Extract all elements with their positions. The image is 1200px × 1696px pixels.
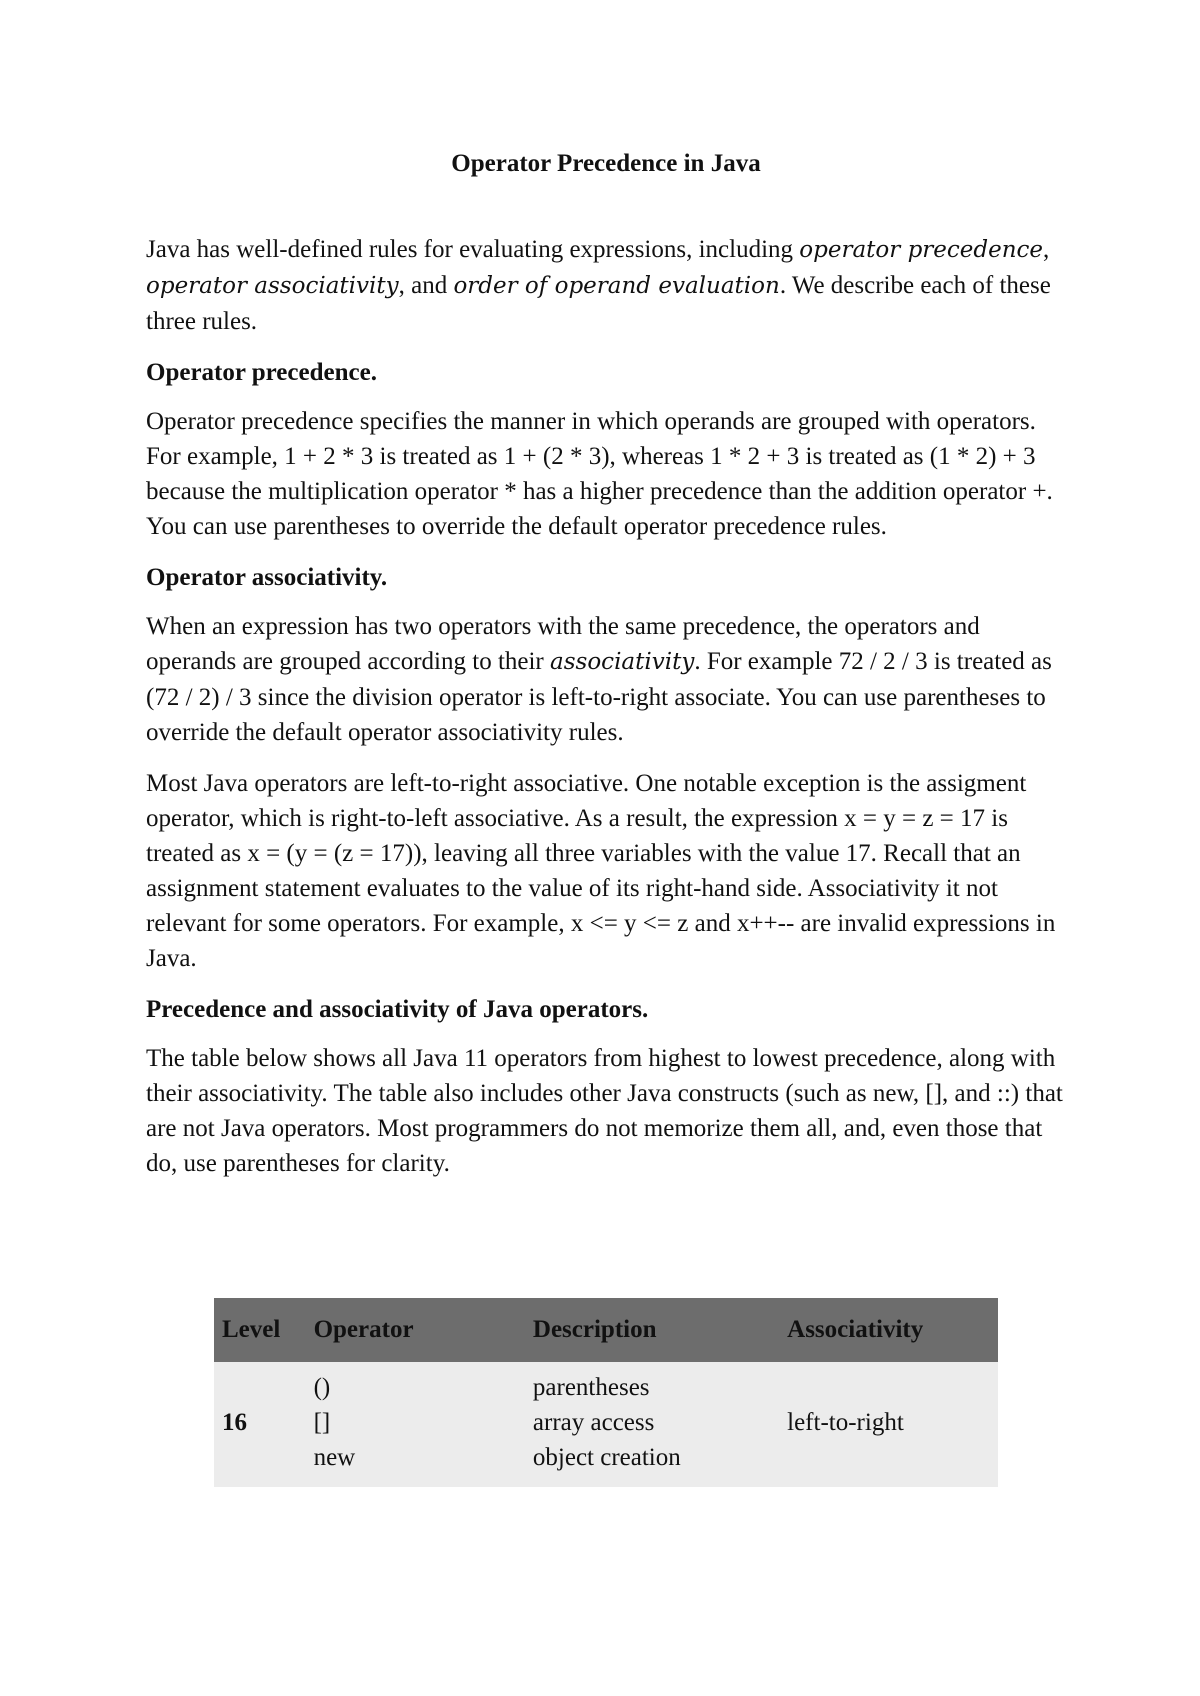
cell-operators xyxy=(306,1362,525,1487)
associativity-text: . For example 72 / 2 / 3 is treated as (72 / 2) / 3 since the division operator is left-to-right associate. You can use parentheses to override the default operator associativity rules. xyxy=(146,648,1052,746)
header-associativity: Associativity xyxy=(779,1298,998,1362)
header-description: Description xyxy=(525,1298,779,1362)
cell-descriptions xyxy=(525,1362,779,1487)
term-associativity: associativity xyxy=(550,649,695,675)
header-level: Level xyxy=(214,1298,306,1362)
heading-operator-precedence: Operator precedence. xyxy=(146,359,377,386)
cell-level: 16 xyxy=(214,1362,306,1487)
precedence-paragraph: Operator precedence specifies the manner in which operands are grouped with operators. For example, 1 + 2 * 3 is treated as 1 + (2 * 3), whereas 1 * 2 + 3 is treated as (1 * 2) + 3 because the multiplication operator * has a higher precedence than the addition operator +. You can use parentheses to override the default operator precedence rules. xyxy=(146,408,1053,540)
cell-associativity: left-to-right xyxy=(779,1362,998,1487)
associativity-exceptions-paragraph: Most Java operators are left-to-right associative. One notable exception is the assigment operator, which is right-to-left associative. As a result, the expression x = y = z = 17 is treated as x = (y = (z = 17)), leaving all three variables with the value 17. Recall that an assignment statement evaluates to the value of its right-hand side. Associativity it not relevant for some operators. For example, x <= y <= z and x++-- are invalid expressions in Java. xyxy=(146,770,1056,972)
operator-array-access: [] xyxy=(313,1409,331,1436)
table-row xyxy=(214,1362,998,1487)
intro-text: Java has well-defined rules for evaluating expressions, including xyxy=(146,236,800,263)
description-object-creation: object creation xyxy=(532,1444,681,1471)
description-array-access: array access xyxy=(532,1409,655,1436)
associativity-text: When an expression has two operators with the same precedence, the operators and operands are grouped according to their xyxy=(146,613,980,675)
term-order-of-evaluation: order of operand evaluation xyxy=(453,273,780,299)
intro-text: , xyxy=(1043,236,1050,263)
header-operator: Operator xyxy=(306,1298,525,1362)
heading-precedence-table: Precedence and associativity of Java operators. xyxy=(146,996,649,1023)
term-operator-precedence: operator precedence xyxy=(799,237,1044,263)
intro-text: , and xyxy=(398,272,454,299)
operator-parentheses: () xyxy=(313,1374,331,1401)
document-body xyxy=(146,232,1066,1197)
document-title: Operator Precedence in Java xyxy=(451,150,761,177)
heading-operator-associativity: Operator associativity. xyxy=(146,564,388,591)
operator-new: new xyxy=(313,1444,356,1471)
term-operator-associativity: operator associativity xyxy=(146,273,399,299)
table-header-row xyxy=(214,1298,998,1362)
associativity-paragraph xyxy=(146,609,1066,750)
intro-text: . We describe each of these three rules. xyxy=(146,272,1051,335)
intro-paragraph xyxy=(146,232,1066,339)
description-parentheses: parentheses xyxy=(532,1374,650,1401)
table-intro-paragraph: The table below shows all Java 11 operators from highest to lowest precedence, along with their associativity. The table also includes other Java constructs (such as new, [], and ::) that are not Java operators. Most programmers do not memorize them all, and, even those that do, use parentheses for clarity. xyxy=(146,1045,1063,1177)
operator-table xyxy=(214,1298,998,1487)
